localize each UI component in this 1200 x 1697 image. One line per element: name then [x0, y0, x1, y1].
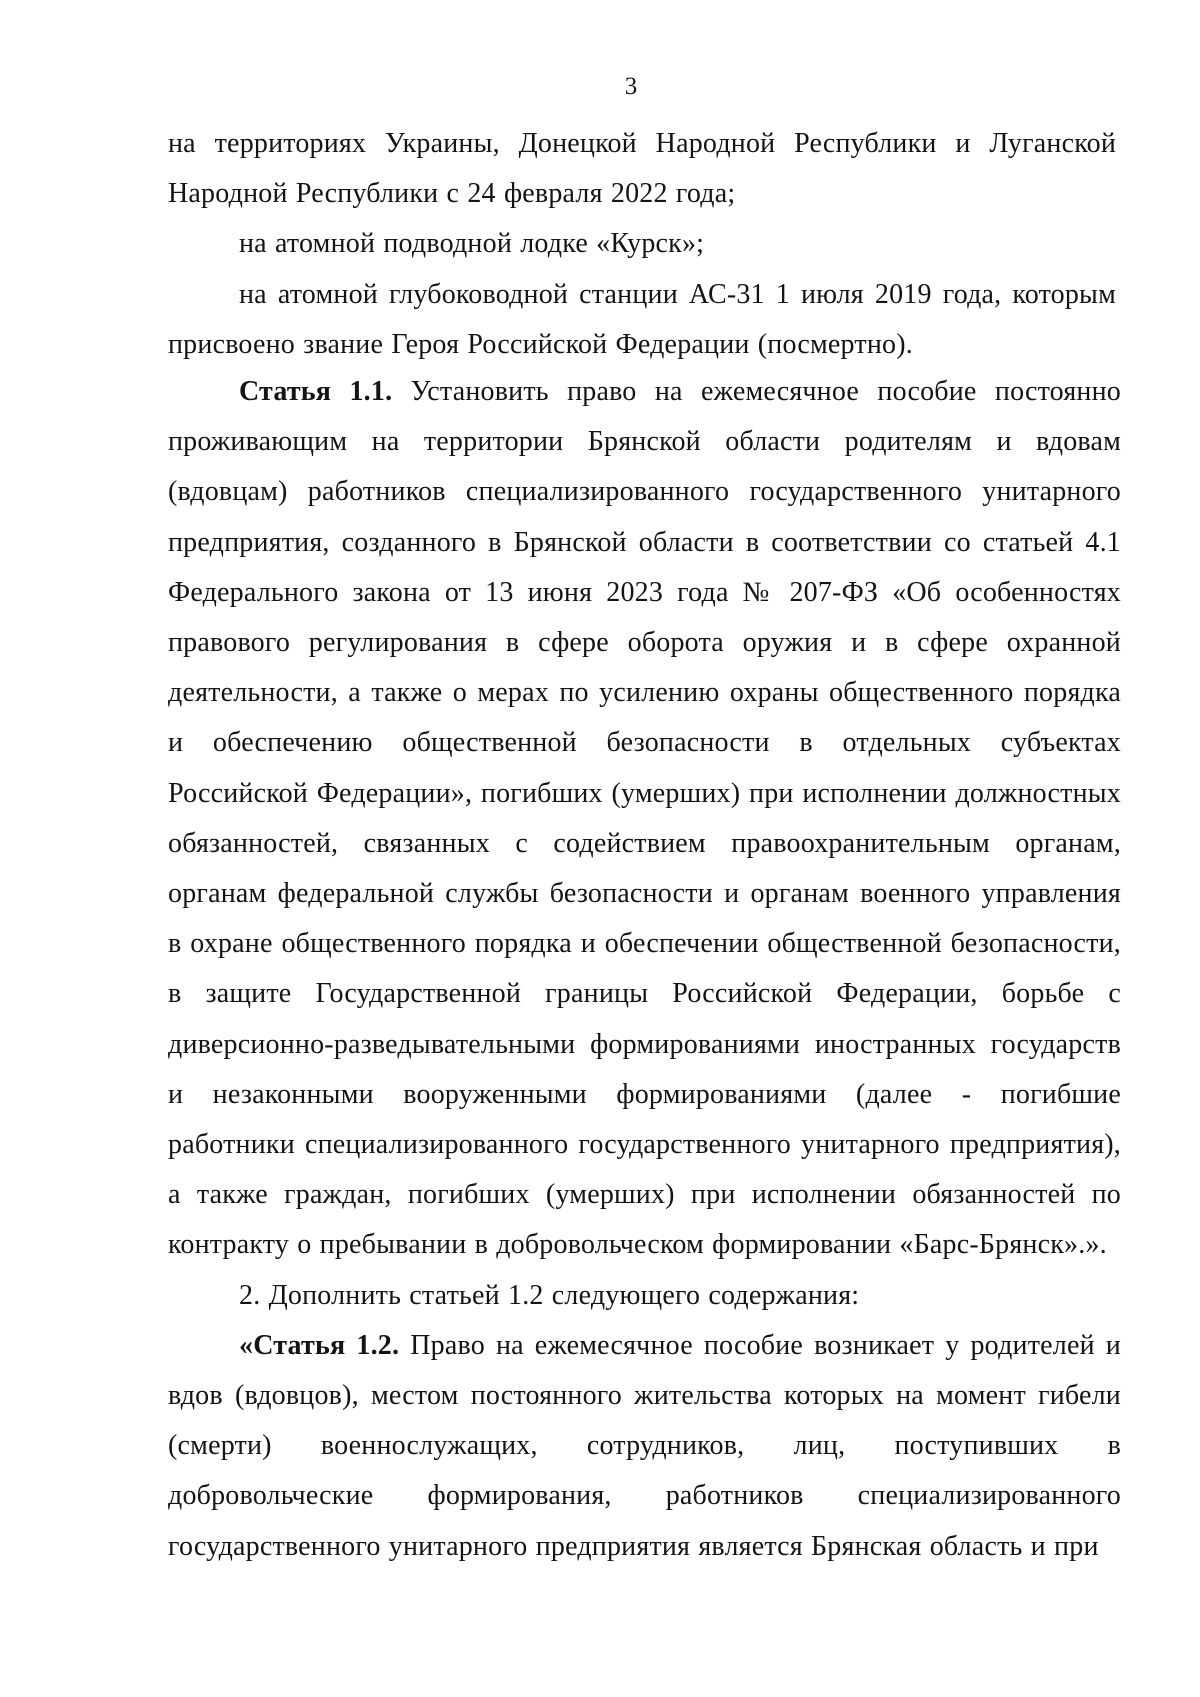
page-number: 3: [624, 73, 638, 100]
article-1-1-heading: Статья 1.1.: [239, 376, 393, 407]
article-1-1-text: Установить право на ежемесячное пособие постоянно проживающим на территории Брянской области родителям и вдовам (вдовцам) работников специализированного государственного унитарного предприятия, созданного в Брянской области в соответствии со статьей 4.1 Федерального закона от 13 июня 2023 года № 207-ФЗ «Об особенностях правового регулирования в сфере оборота оружия и в сфере охранной деятельности, а также о мерах по усилению охраны общественного порядка и обеспечению общественной безопасности в отдельных субъектах Российской Федерации», погибших (умерших) при исполнении должностных обязанностей, связанных с содействием правоохранительным органам, органам федеральной службы безопасности и органам военного управления в охране общественного порядка и обеспечении общественной безопасности, в защите Государственной границы Российской Федерации, борьбе с диверсионно-разведывательными формированиями иностранных государств и незаконными вооруженными формированиями (далее - погибшие работники специализированного государственного унитарного предприятия), а также граждан, погибших (умерших) при исполнении обязанностей по контракту о пребывании в добровольческом формировании «Барс-Брянск».».: [168, 376, 1121, 1261]
article-1-2-heading: Статья 1.2.: [253, 1329, 400, 1361]
item-2: 2. Дополнить статьей 1.2 следующего содержания:: [239, 1279, 860, 1311]
article-1-2-text: Право на ежемесячное пособие возникает у родителей и вдов (вдовцов), местом постоянного жительства которых на момент гибели (смерти) военнослужащих, сотрудников, лиц, поступивших в добровольческие формирования, работников специализированного государственного унитарного предприятия является Брянская область и при: [168, 1329, 1121, 1562]
article-1-2: [168, 1321, 1121, 1572]
paragraph-as31: на атомной глубоководной станции АС-31 1 июля 2019 года, которым присвоено звание Героя Российской Федерации (посмертно).: [168, 278, 1116, 360]
article-1-1: [168, 367, 1121, 1271]
paragraph-kursk: на атомной подводной лодке «Курск»;: [239, 228, 705, 260]
article-1-2-open-quote: «: [239, 1329, 254, 1361]
paragraph-territories: на территориях Украины, Донецкой Народной Республики и Луганской Народной Республики с 24 февраля 2022 года;: [168, 128, 1116, 210]
text-block-articles: [168, 367, 1121, 1572]
text-block-continuation: [168, 119, 1116, 370]
